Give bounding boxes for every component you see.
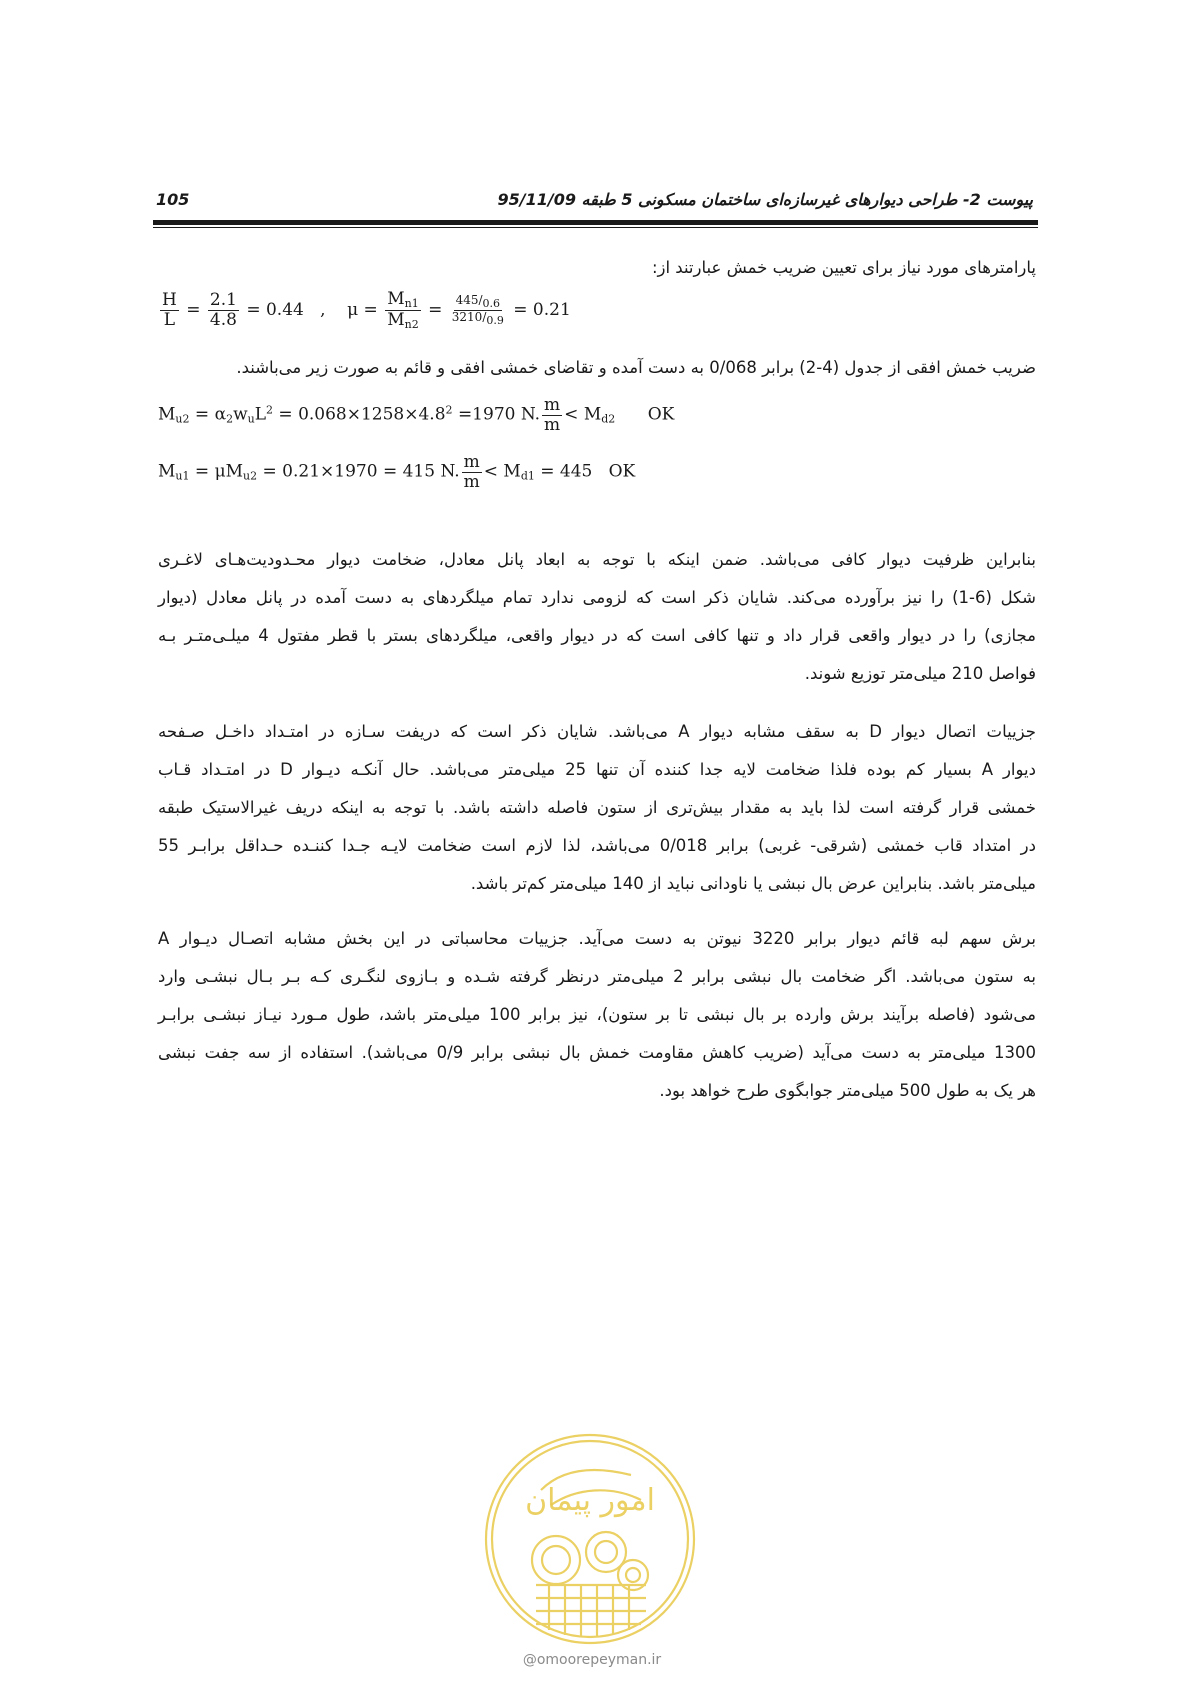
ok-label: OK (647, 404, 675, 425)
watermark-seal-icon (481, 1430, 699, 1648)
text-line: ضریب خمش افقی از جدول (4-2) برابر 0/068 به دست آمده و تقاضای خمشی افقی و قائم به صورت زیر می‌باشند. (236, 358, 1036, 377)
text-line: در امتداد قاب خمشی (شرقی- غربی) برابر 0/018 می‌باشد، لذا لازم است ضخامت لایـه جـدا کننـده حـداقل برابـر 55 (158, 836, 1036, 855)
text-line: پارامترهای مورد نیاز برای تعیین ضریب خمش عبارتند از: (651, 258, 1036, 277)
text-line: بنابراین ظرفیت دیوار کافی می‌باشد. ضمن اینکه با توجه به ابعاد پانل معادل، ضخامت دیوار محـدودیت‌هـای لاغـری (158, 550, 1036, 569)
fraction-unit: $\frac{m}{m}$ (463, 452, 480, 492)
text-line: می‌شود (فاصله برآیند برش وارده بر بال نبشی تا بر ستون)، نیز برابر 100 میلی‌متر باشد، طول مـورد نیـاز نبشـی برابـر (158, 1005, 1037, 1024)
fraction-unit: $\frac{m}{m}$ (544, 395, 561, 435)
text-line: دیوار A بسیار کم بوده فلذا ضخامت لایه جدا کننده آن تنها 25 میلی‌متر می‌باشد. حال آنکـه دیـوار D در امتـداد قـاب (158, 760, 1036, 779)
text-line: جزییات اتصال دیوار D به سقف مشابه دیوار A می‌باشد. شایان ذکر است که دریفت سـازه در امتـداد داخـل صـفحه (158, 722, 1036, 741)
text-line: برش سهم لبه قائم دیوار برابر 3220 نیوتن به دست می‌آید. جزییات محاسباتی در این بخش مشابه اتصـال دیـوار A (158, 929, 1036, 948)
fraction-ratio: $\frac{445/0.6}{3210/0.9}$ (451, 293, 504, 328)
page-number: 105 (156, 190, 190, 209)
text-line: شکل (6-1) را نیز برآورده می‌کند. شایان ذکر است که لزومی ندارد تمام میلگردهای به دست آمده در پانل معادل (دیوار (158, 588, 1036, 607)
paragraph-coefficient (158, 349, 1036, 387)
ok-label: OK (608, 461, 636, 482)
mu-label: μ = (347, 300, 378, 321)
text-line: به ستون می‌باشد. اگر ضخامت بال نبشی برابر 2 میلی‌متر درنظر گرفته شـده و بـازوی لنگـری کـه بـر بـال نبشـی وارد (158, 967, 1037, 986)
text-line: 1300 میلی‌متر به دست می‌آید (ضریب کاهش مقاومت خمش بال نبشی برابر 0/9 می‌باشد). استفاده از سه جفت نبشی (158, 1043, 1036, 1062)
header-title: پیوست 2- طراحی دیوارهای غیرسازه‌ای ساختمان مسکونی 5 طبقه 95/11/09 (497, 190, 1033, 209)
paragraph-connection (158, 713, 1036, 903)
fraction-mn: $\frac{M_{n1}}{M_{n2}}$ (387, 289, 419, 332)
paragraph-intro (158, 249, 1036, 287)
paragraph-shear (158, 920, 1036, 1110)
result-text: = 0.21 (513, 300, 571, 321)
equation-mu1: $M_{u1} = \mu M_{u2} = 0.21\times 1970 = 415$ N. $\frac{m}{m}$ < $M_{d1} = 445$ OK (158, 452, 636, 492)
paragraph-capacity (158, 541, 1036, 693)
result-text: = 0.44 (246, 300, 304, 321)
equation-mu2: $M_{u2} = \alpha_2w_uL^2 = 0.068\times 1258\times 4.8^2 =1970$ N. $\frac{m}{m}$ < $M_{d2}$ OK (158, 395, 675, 435)
svg-text:امور پیمان: امور پیمان (525, 1483, 655, 1518)
text-line: میلی‌متر باشد. بنابراین عرض بال نبشی یا ناودانی نباید از 140 میلی‌متر کم‌تر باشد. (470, 874, 1036, 893)
text-line: فواصل 210 میلی‌متر توزیع شوند. (804, 664, 1036, 683)
header-rule (153, 220, 1038, 225)
separator: , (320, 300, 326, 321)
fraction-values: $\frac{2.1}{4.8}$ (209, 290, 237, 331)
text-line: خمشی قرار گرفته است لذا باید به مقدار بیش‌تری از ستون فاصله داشته باشد. با توجه به اینکه دریف غیرالاستیک طبقه (158, 798, 1036, 817)
header-rule-thin (153, 227, 1038, 228)
footer-url[interactable]: @omoorepeyman.ir (522, 1652, 662, 1668)
text-line: هر یک به طول 500 میلی‌متر جوابگوی طرح خواهد بود. (659, 1081, 1036, 1100)
fraction-h-l: $\frac{H}{L}$ (162, 290, 177, 331)
equation-hl-mu: $\frac{H}{L}$ = $\frac{2.1}{4.8}$ = 0.44 , μ = $\frac{M_{n1}}{M_{n2}}$ = $\frac{445/0.6}{3210/0.9}$ = 0.21 (162, 289, 571, 332)
text-line: مجازی) را در دیوار واقعی قرار داد و تنها کافی است که در دیوار واقعی، میلگردهای بستر با قطر مفتول 4 میلـی‌متـر بـه (158, 626, 1036, 645)
